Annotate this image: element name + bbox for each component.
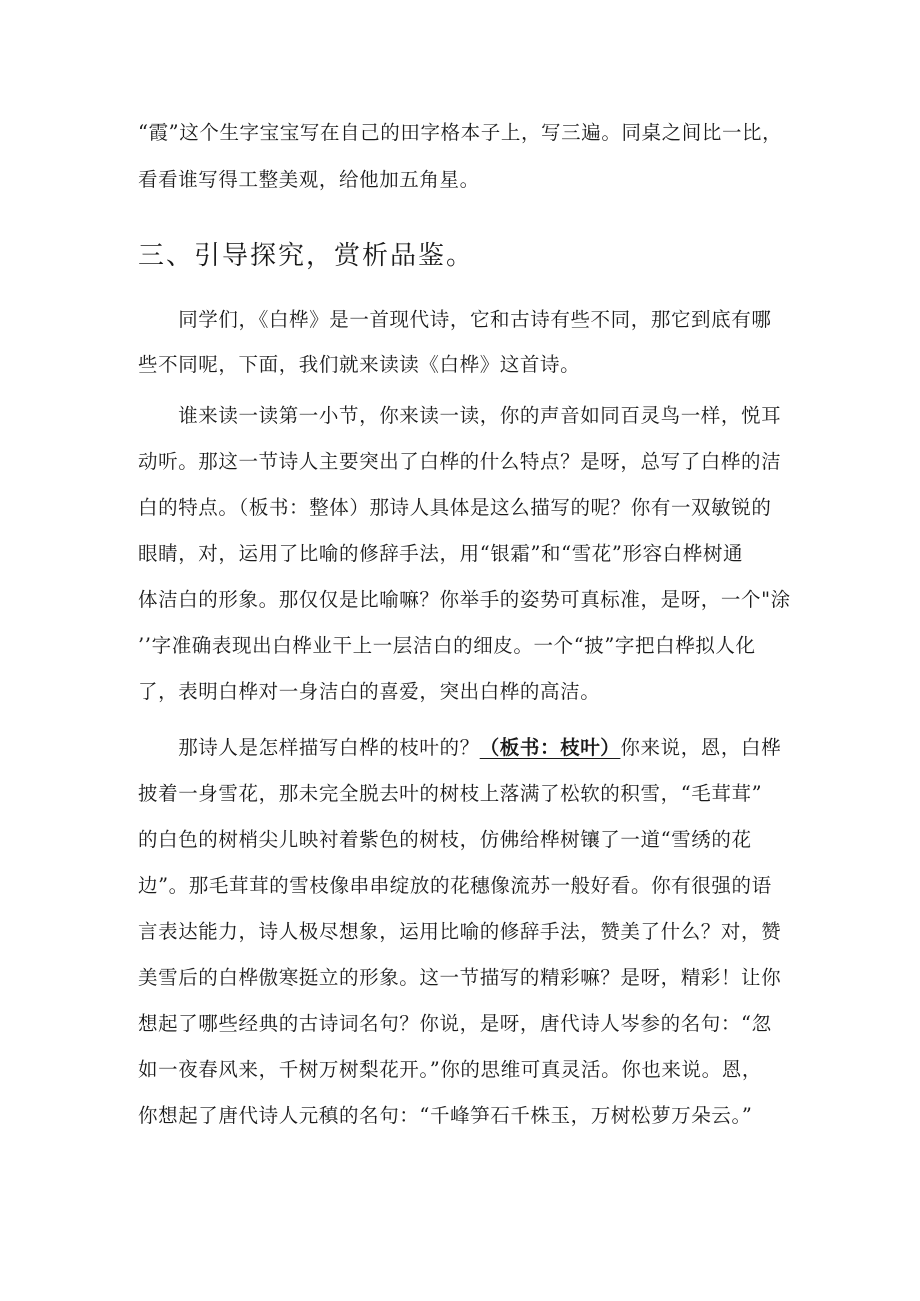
text-line: ’’字准确表现出白桦业干上一层洁白的细皮。一个“披”字把白桦拟人化 <box>138 634 756 657</box>
text-line: “霞”这个生字宝宝写在自己的田字格本子上，写三遍。同桌之间比一比， <box>138 121 783 144</box>
text-line: 动听。那这一节诗人主要突出了白桦的什么特点？是呀，总写了白桦的洁 <box>138 450 782 473</box>
text-line: 眼睛，对，运用了比喻的修辞手法，用“银霜”和“雪花”形容白桦树通 <box>138 542 744 565</box>
text-line: 体洁白的形象。那仅仅是比喻嘛？你举手的姿势可真标准，是呀，一个"涂 <box>138 588 791 611</box>
text-line <box>138 733 798 763</box>
text-line: 言表达能力，诗人极尽想象，运用比喻的修辞手法，赞美了什么？对，赞 <box>138 920 782 943</box>
text-line: 想起了哪些经典的古诗词名句？你说，是呀，唐代诗人岑参的名句：“忽 <box>138 1012 772 1035</box>
board-note: （板书：枝叶） <box>479 736 621 759</box>
text-line: 披着一身雪花，那未完全脱去叶的树枝上落满了松软的积雪，“毛茸茸” <box>138 782 763 805</box>
text-run: 那诗人是怎样描写白桦的枝叶的？ <box>138 736 480 759</box>
text-line: 同学们，《白桦》是一首现代诗，它和古诗有些不同，那它到底有哪 <box>138 308 772 331</box>
text-line: 如一夜春风来，千树万树梨花开。”你的思维可真灵活。你也来说。恩， <box>138 1058 762 1081</box>
text-line: 谁来读一读第一小节，你来读一读，你的声音如同百灵鸟一样，悦耳 <box>138 404 782 427</box>
text-run: 你来说，恩，白桦 <box>620 736 782 759</box>
text-line: 些不同呢，下面，我们就来读读《白桦》这首诗。 <box>138 353 581 376</box>
text-line: 的白色的树梢尖儿映衬着紫色的树枝，仿佛给桦树镶了一道“雪绣的花 <box>138 828 752 851</box>
section-heading: 三、引导探究，赏析品鉴。 <box>138 241 475 271</box>
text-line: 你想起了唐代诗人元稹的名句：“千峰笋石千株玉，万树松萝万朵云。” <box>138 1104 753 1127</box>
text-line: 看看谁写得工整美观，给他加五角星。 <box>138 168 480 191</box>
text-line: 美雪后的白桦傲寒挺立的形象。这一节描写的精彩嘛？是呀，精彩！让你 <box>138 966 782 989</box>
text-line: 白的特点。（板书：整体）那诗人具体是这么描写的呢？你有一双敏锐的 <box>138 496 772 519</box>
text-line: 了，表明白桦对一身洁白的喜爱，突出白桦的高洁。 <box>138 680 601 703</box>
text-line: 边”。那毛茸茸的雪枝像串串绽放的花穗像流苏一般好看。你有很强的语 <box>138 874 772 897</box>
